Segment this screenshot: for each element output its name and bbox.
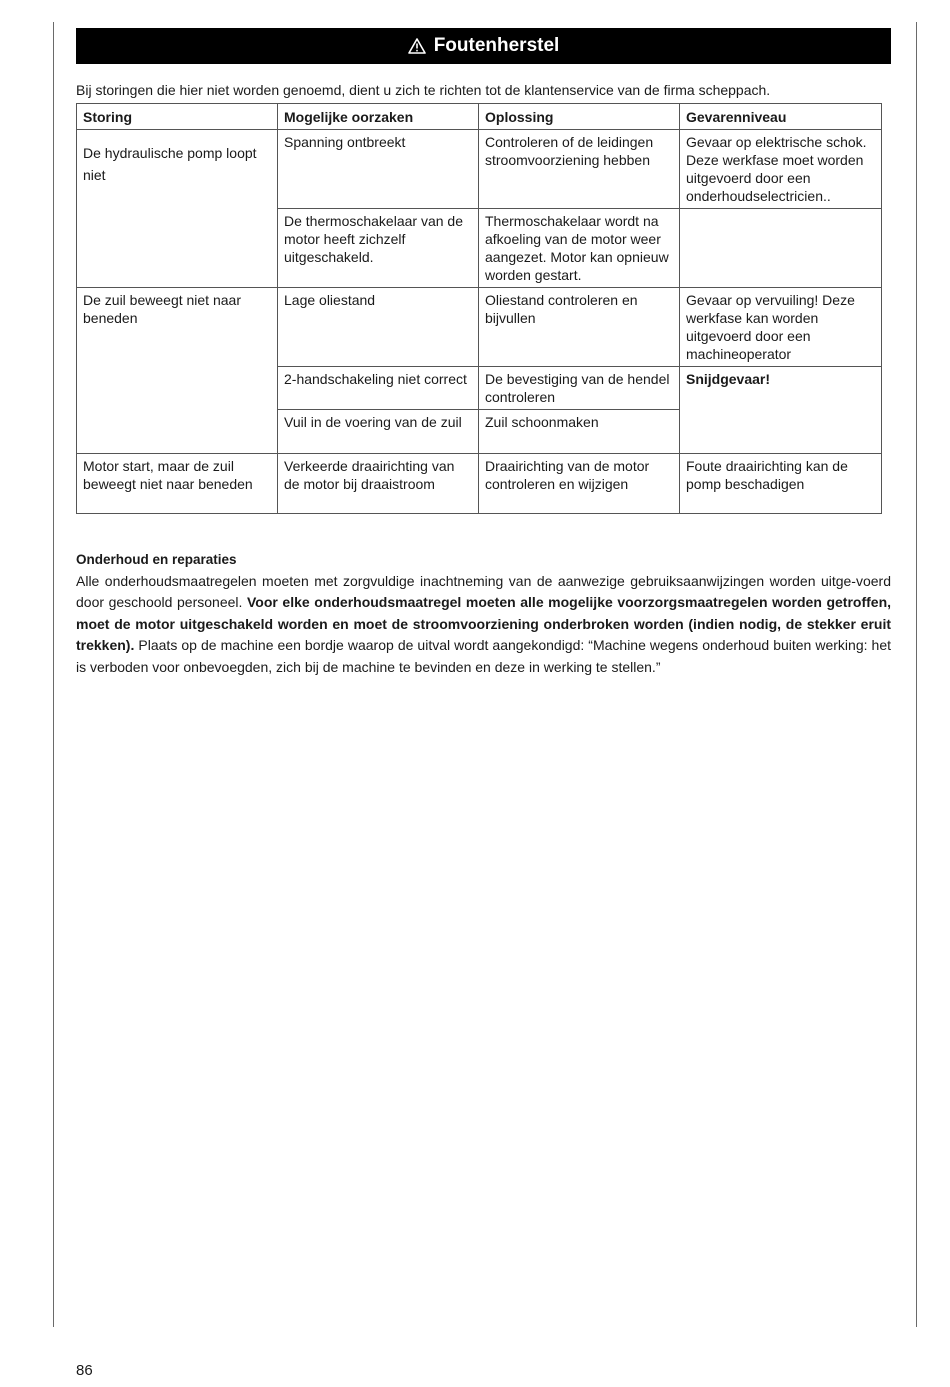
hazard-cell: Snijdgevaar! xyxy=(680,367,882,454)
page-border-right xyxy=(916,22,917,1327)
table-header-row xyxy=(77,104,882,130)
solution-cell: Thermoschakelaar wordt na afkoeling van de motor weer aangezet. Motor kan opnieuw worden gestart. xyxy=(479,209,680,288)
section-header xyxy=(76,28,891,64)
col-header-oplossing: Oplossing xyxy=(479,104,680,130)
maintenance-text-bold: Voor elke onderhoudsmaatregel moeten alle mogelijke voorzorgsmaatregelen worden getroffen, moet de motor uitgeschakeld worden en moet de stroomvoorziening onderbroken worden (indien nodig, de stekker eruit trekken). xyxy=(76,594,892,653)
maintenance-text-2: Plaats op de machine een bordje waarop de uitval wordt aangekondigd: “Machine wegens onderhoud buiten werking: het is verboden voor onbevoegden, zich bij de machine te bevinden en deze in werking te stellen.” xyxy=(76,637,892,675)
solution-cell: Oliestand controleren en bijvullen xyxy=(479,288,680,367)
page-border-left xyxy=(53,22,54,1327)
table-row xyxy=(77,130,882,209)
cause-cell: Vuil in de voering van de zuil xyxy=(278,410,479,454)
fault-table xyxy=(76,103,882,514)
solution-cell: De bevestiging van de hendel controleren xyxy=(479,367,680,410)
maintenance-section xyxy=(76,549,891,678)
intro-text: Bij storingen die hier niet worden genoemd, dient u zich te richten tot de klantenservice van de firma scheppach. xyxy=(76,82,771,98)
maintenance-body xyxy=(76,571,891,679)
col-header-oorzaken: Mogelijke oorzaken xyxy=(278,104,479,130)
section-title: Foutenherstel xyxy=(433,35,560,56)
hazard-cell xyxy=(680,209,882,288)
cause-cell: 2-handschakeling niet correct xyxy=(278,367,479,410)
hazard-cell: Foute draairichting kan de pomp beschadigen xyxy=(680,454,882,514)
cause-cell: Verkeerde draairichting van de motor bij draaistroom xyxy=(278,454,479,514)
solution-cell: Zuil schoonmaken xyxy=(479,410,680,454)
solution-cell: Draairichting van de motor controleren en wijzigen xyxy=(479,454,680,514)
col-header-storing: Storing xyxy=(77,104,278,130)
solution-cell: Controleren of de leidingen stroomvoorziening hebben xyxy=(479,130,680,209)
table-row xyxy=(77,288,882,367)
fault-cell: De zuil beweegt niet naar beneden xyxy=(77,288,278,454)
cause-cell: Lage oliestand xyxy=(278,288,479,367)
fault-cell: De hydraulische pomp loopt niet xyxy=(77,130,278,288)
table-row xyxy=(77,454,882,514)
warning-triangle-icon xyxy=(408,38,426,54)
col-header-gevarenniveau: Gevarenniveau xyxy=(680,104,882,130)
hazard-cell: Gevaar op elektrische schok. Deze werkfase moet worden uitgevoerd door een onderhoudselectricien.. xyxy=(680,130,882,209)
maintenance-text-1: Alle onderhoudsmaatregelen moeten met zorgvuldige inachtneming van de aanwezige gebruiksaanwijzingen worden uitge-voerd door geschoold personeel. xyxy=(76,572,891,610)
hazard-cell: Gevaar op vervuiling! Deze werkfase kan worden uitgevoerd door een machineoperator xyxy=(680,288,882,367)
cause-cell: De thermoschakelaar van de motor heeft zichzelf uitgeschakeld. xyxy=(278,209,479,288)
page-number: 86 xyxy=(76,1362,93,1379)
fault-cell: Motor start, maar de zuil beweegt niet naar beneden xyxy=(77,454,278,514)
cause-cell: Spanning ontbreekt xyxy=(278,130,479,209)
maintenance-title: Onderhoud en reparaties xyxy=(76,552,237,567)
